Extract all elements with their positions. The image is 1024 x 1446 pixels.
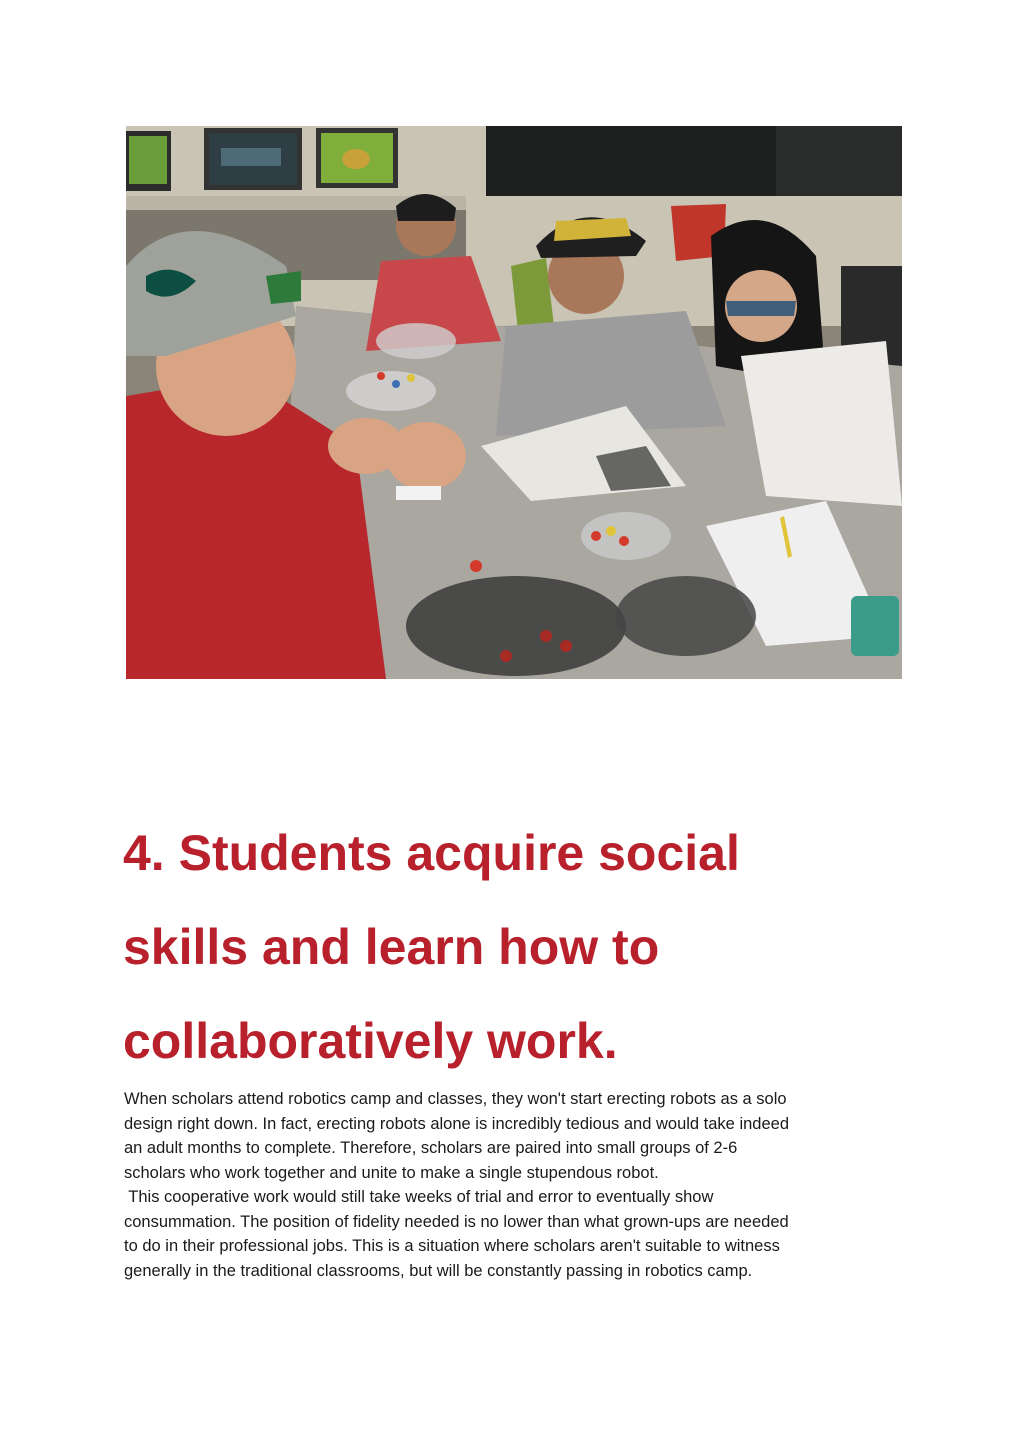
body-line: consummation. The position of fidelity needed is no lower than what grown-ups are needed	[124, 1212, 789, 1231]
heading-line: 4. Students acquire social	[123, 825, 740, 881]
body-line: to do in their professional jobs. This is a situation where scholars aren't suitable to witness	[124, 1237, 780, 1255]
body-line: design right down. In fact, erecting robots alone is incredibly tedious and would take indeed	[124, 1114, 789, 1133]
body-line: scholars who work together and unite to make a single stupendous robot.	[124, 1163, 659, 1182]
monitor-left	[126, 131, 171, 191]
heading-line: skills and learn how to	[123, 919, 660, 975]
body-line: generally in the traditional classrooms, but will be constantly passing in robotics camp.	[124, 1261, 753, 1280]
body-line: This cooperative work would still take weeks of trial and error to eventually show	[124, 1188, 714, 1206]
section-heading	[123, 806, 943, 1088]
robotics-classroom-photo	[126, 126, 902, 679]
monitor-center	[204, 128, 302, 190]
body-paragraph	[124, 1087, 914, 1283]
monitor-right	[316, 128, 398, 188]
body-line: an adult months to complete. Therefore, scholars are paired into small groups of 2-6	[124, 1139, 738, 1157]
body-line: When scholars attend robotics camp and classes, they won't start erecting robots as a solo	[124, 1090, 787, 1108]
heading-line: collaboratively work.	[123, 1013, 618, 1069]
